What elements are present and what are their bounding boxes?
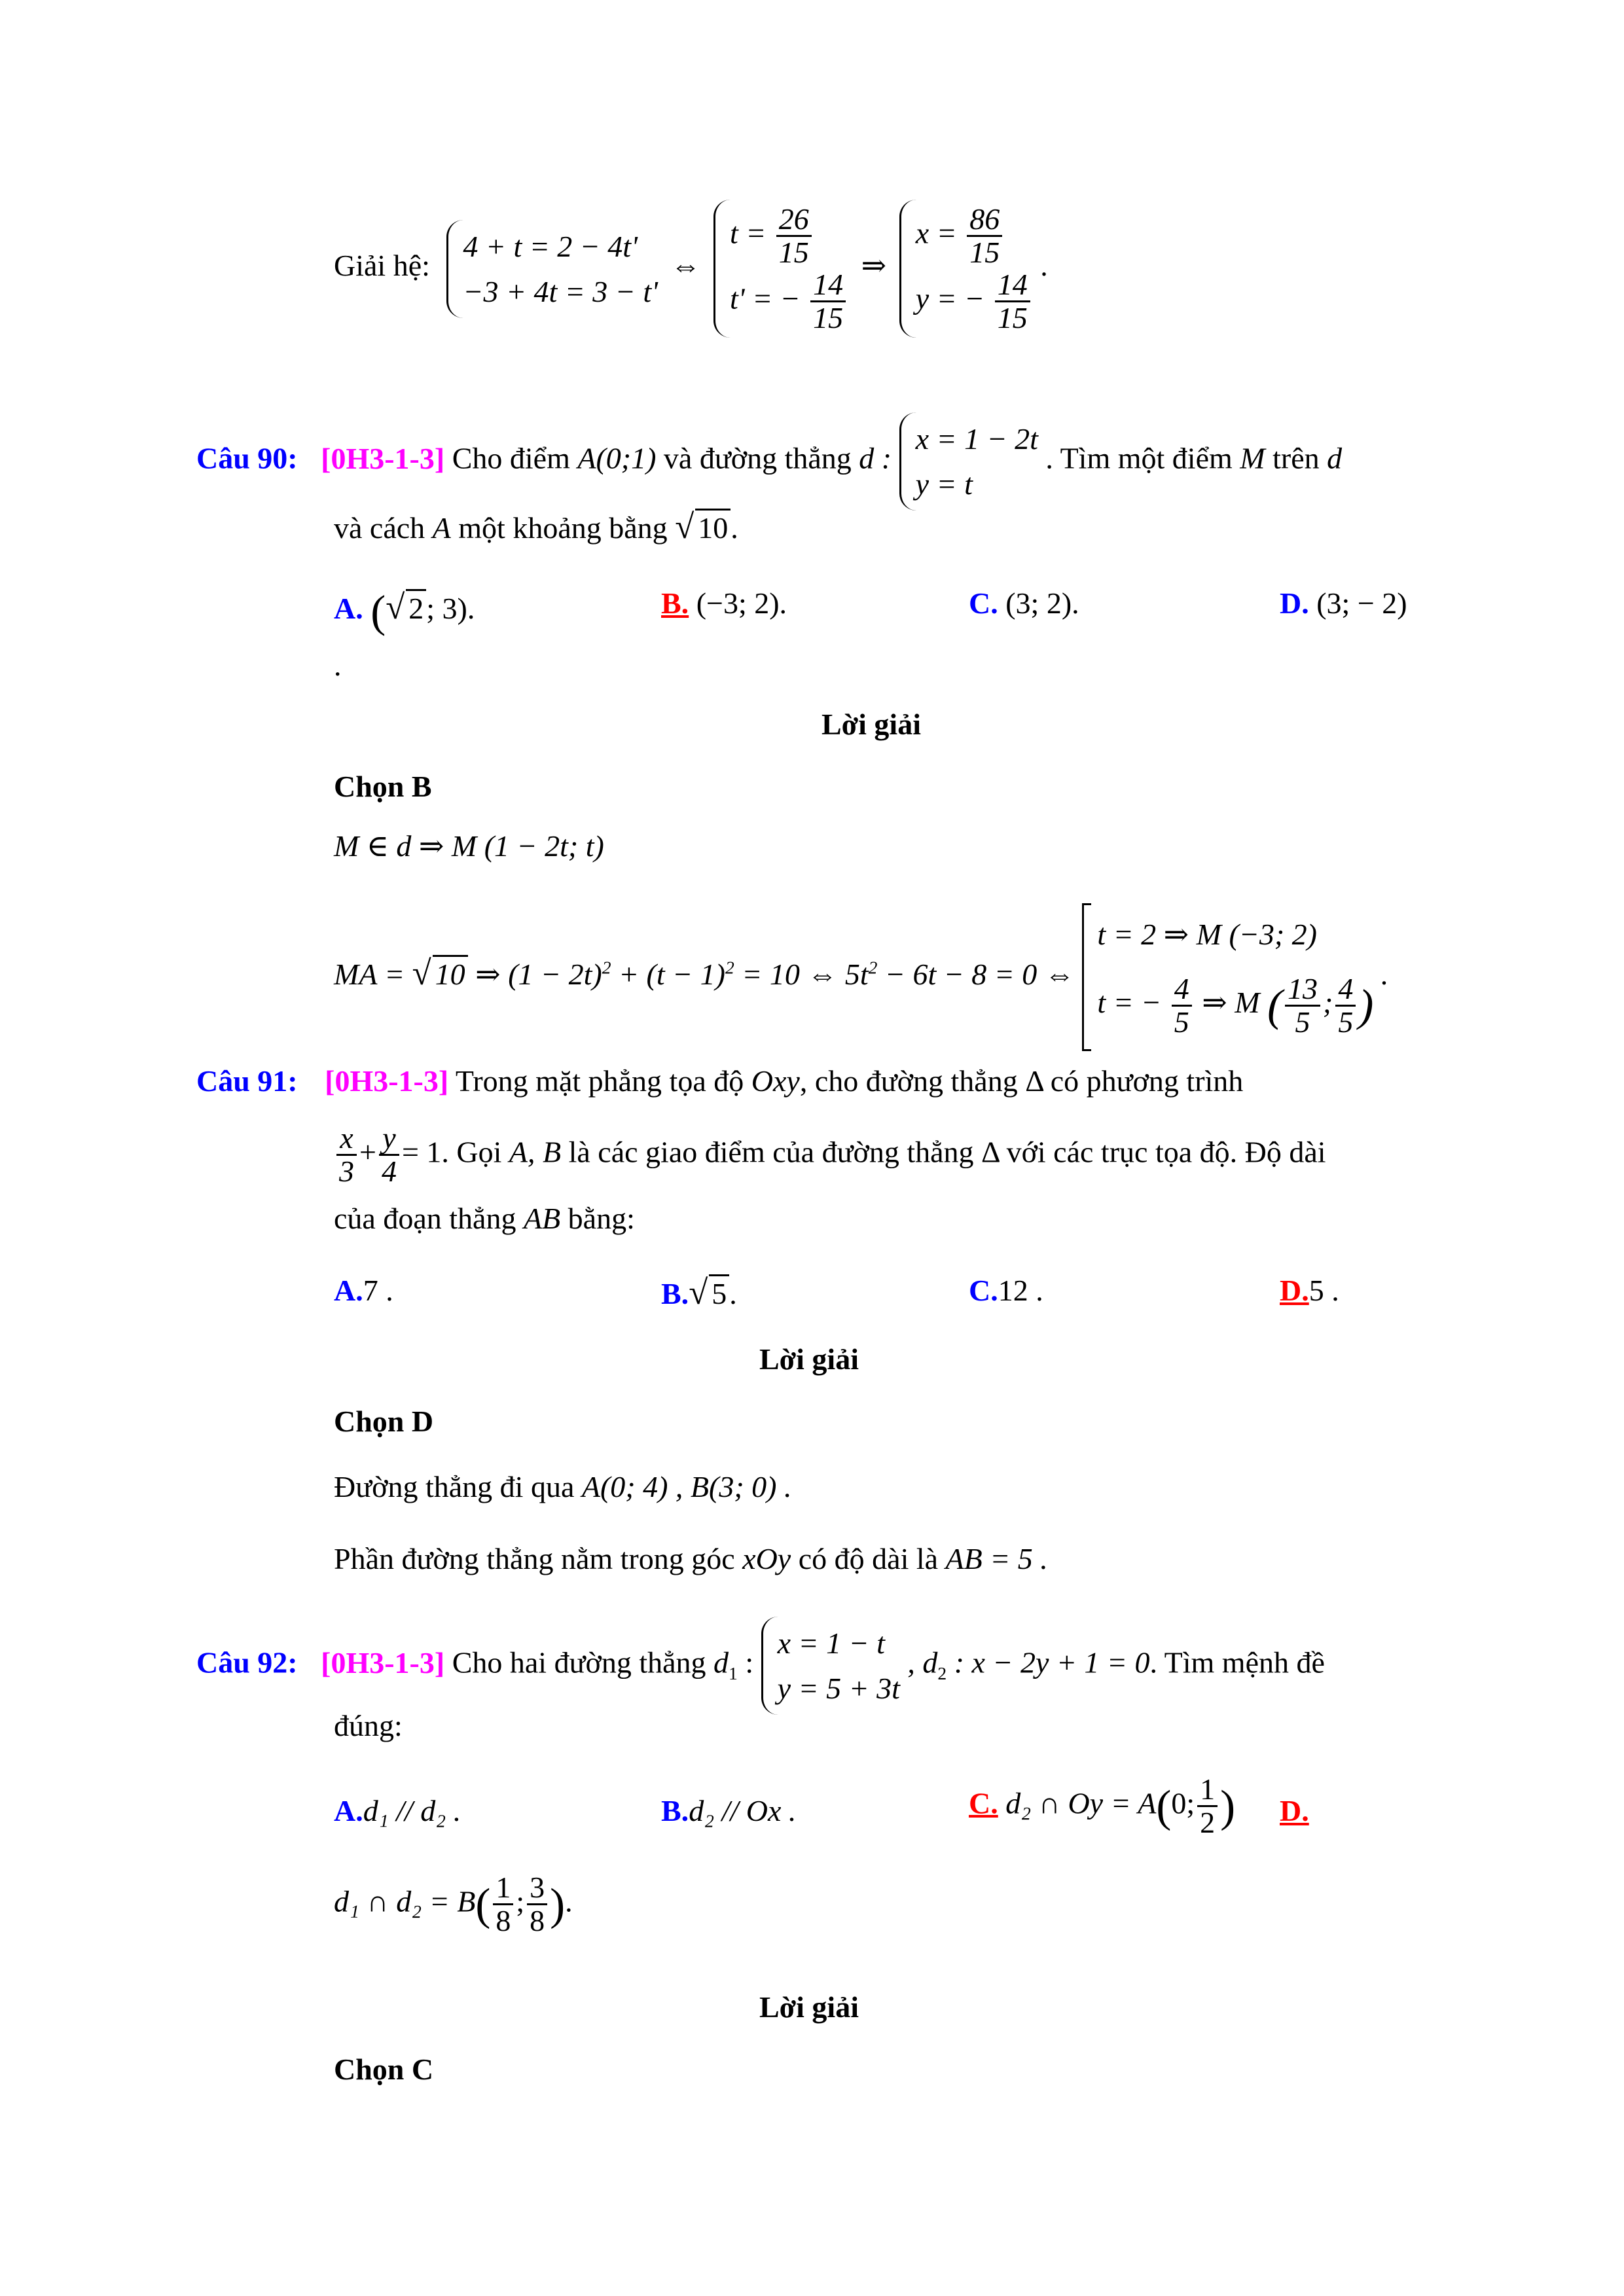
prev-solution-system: Giải hệ: 4 + t = 2 − 4t' −3 + 4t = 3 − t' ⇔ t = $\frac{26}{15}$ t' = − $\frac{14}{15}$ ⇒ x = $\frac{86}{15}$ y = − $\frac{14}{15}$ . bbox=[334, 200, 1048, 338]
q90-choice: Chọn B bbox=[334, 770, 432, 803]
q90-stem-line2: và cách A một khoảng bằng √ 10. bbox=[334, 508, 738, 546]
q92-option-d: d₁ ∩ d₂ = B( $\frac{1}{8}$ ; $\frac{3}{8}$ ). bbox=[334, 1871, 573, 1938]
q90-stray-dot: . bbox=[334, 649, 342, 682]
q91-solution-title: Lời giải bbox=[759, 1342, 859, 1376]
prev-system-c: x = $\frac{86}{15}$ y = − $\frac{14}{15}$ bbox=[899, 200, 1033, 338]
prev-system-a: 4 + t = 2 − 4t' −3 + 4t = 3 − t' bbox=[446, 220, 658, 318]
q90-option-c: C. (3; 2). bbox=[969, 586, 1079, 620]
q90-option-b: B. (−3; 2). bbox=[661, 586, 787, 620]
q90-line-system: x = 1 − 2t y = t bbox=[899, 412, 1038, 511]
q91-choice: Chọn D bbox=[334, 1405, 434, 1438]
q90-solution-title: Lời giải bbox=[821, 708, 921, 741]
q90-option-a: A. (√ 2; 3). bbox=[334, 586, 475, 636]
q92-label: Câu 92: bbox=[196, 1645, 298, 1679]
q92-option-d-key: D. bbox=[1280, 1794, 1309, 1827]
q90-label: Câu 90: bbox=[196, 441, 298, 475]
q91-stem-line1: Câu 91: [0H3-1-3] Trong mặt phẳng tọa độ Oxy, cho đường thẳng Δ có phương trình bbox=[196, 1064, 1244, 1098]
q91-stem-line3: của đoạn thẳng AB bằng: bbox=[334, 1202, 635, 1235]
q91-option-d: D.5 . bbox=[1280, 1274, 1339, 1307]
q90-tag: [0H3-1-3] bbox=[321, 441, 445, 475]
q92-tag: [0H3-1-3] bbox=[321, 1645, 445, 1679]
q92-option-c: C. d₂ ∩ Oy = A(0; $\frac{1}{2}$ ) bbox=[969, 1772, 1236, 1840]
q90-cases: t = 2 ⇒ M (−3; 2) t = − $\frac{4}{5}$ ⇒ M ( $\frac{13}{5}$ ; $\frac{4}{5}$ ) bbox=[1082, 903, 1373, 1051]
q91-option-b: B.√ 5. bbox=[661, 1274, 737, 1312]
prev-lead: Giải hệ: bbox=[334, 249, 430, 283]
q91-label: Câu 91: bbox=[196, 1064, 298, 1098]
q91-option-c: C.12 . bbox=[969, 1274, 1043, 1307]
q90-step2: MA = √ 10 ⇒ $(1 - 2t)^2 + (t - 1)^2 = 10$ ⇔ $5t^2 - 6t - 8 = 0$ ⇔ t = 2 ⇒ M (−3; 2) t = − $\frac{4}{5}$ ⇒ M ( $\frac{13}{5}$ ; $\frac{4}{5}$ ) . bbox=[334, 903, 1388, 1051]
q92-option-a: A.d₁ // d₂ . bbox=[334, 1794, 461, 1827]
q92-d1-system: x = 1 − t y = 5 + 3t bbox=[761, 1617, 900, 1715]
q92-option-b: B.d₂ // Ox . bbox=[661, 1794, 797, 1827]
q91-solution-line1: Đường thẳng đi qua A(0; 4) , B(3; 0) . bbox=[334, 1470, 792, 1503]
q90-stem-line1: Câu 90: [0H3-1-3] Cho điểm A(0;1) và đường thẳng d : x = 1 − 2t y = t . Tìm một điểm M trên d bbox=[196, 412, 1342, 511]
q91-tag: [0H3-1-3] bbox=[325, 1064, 449, 1098]
q92-choice: Chọn C bbox=[334, 2053, 434, 2086]
prev-system-b: t = $\frac{26}{15}$ t' = − $\frac{14}{15}$ bbox=[713, 200, 848, 338]
q92-stem-line1: Câu 92: [0H3-1-3] Cho hai đường thẳng $d_1$ : x = 1 − t y = 5 + 3t , $d_2$ : x − 2y + 1 = 0. Tìm mệnh đề bbox=[196, 1617, 1325, 1715]
q90-step1: M ∈ d ⇒ M (1 − 2t; t) bbox=[334, 829, 604, 863]
q91-option-a: A.7 . bbox=[334, 1274, 393, 1307]
q91-stem-line2: $\frac{x}{3}$ + $\frac{y}{4}$ = 1. Gọi A, B là các giao điểm của đường thẳng Δ với các trục tọa độ. Độ dài bbox=[334, 1122, 1326, 1188]
q92-stem-line2: đúng: bbox=[334, 1709, 403, 1742]
q91-solution-line2: Phần đường thẳng nằm trong góc xOy có độ dài là AB = 5 . bbox=[334, 1542, 1048, 1575]
q92-solution-title: Lời giải bbox=[759, 1990, 859, 2024]
q90-option-d: D. (3; − 2) bbox=[1280, 586, 1407, 620]
